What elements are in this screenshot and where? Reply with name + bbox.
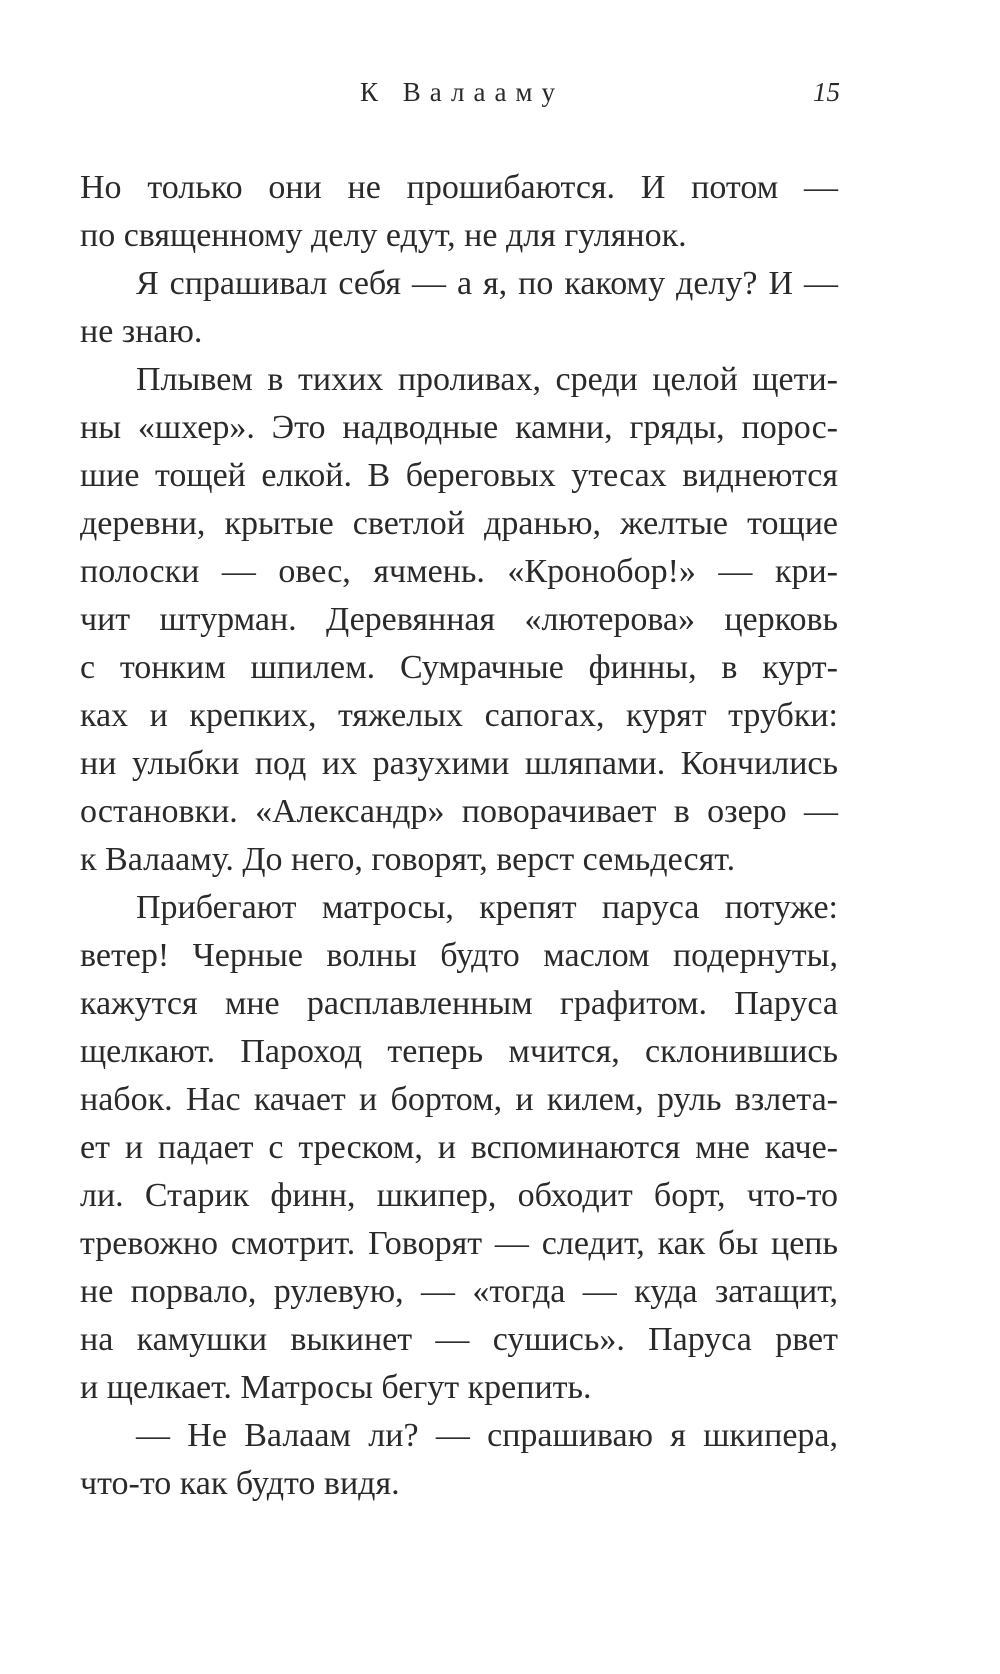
text-line: ет и падает с треском, и вспоминаются мне каче- — [80, 1129, 838, 1166]
text-line: полоски — овес, ячмень. «Кронобор!» — кри- — [80, 553, 838, 590]
text-line: шие тощей елкой. В береговых утесах виднеются — [80, 457, 838, 494]
text-line: с тонким шпилем. Сумрачные финны, в курт- — [80, 649, 838, 686]
body-text — [80, 164, 838, 1508]
text-line: и щелкает. Матросы бегут крепить. — [80, 1369, 592, 1406]
text-line: на камушки выкинет — сушись». Паруса рвет — [80, 1321, 838, 1358]
text-line: Но только они не прошибаются. И потом — — [80, 169, 838, 206]
text-line: ны «шхер». Это надводные камни, гряды, порос- — [80, 409, 838, 446]
text-line: не порвало, рулевую, — «тогда — куда затащит, — [80, 1273, 838, 1310]
text-line: кажутся мне расплавленным графитом. Паруса — [80, 985, 838, 1022]
text-line: Плывем в тихих проливах, среди целой щети- — [136, 361, 838, 398]
text-line: ветер! Черные волны будто маслом подернуты, — [80, 937, 838, 974]
text-line: щелкают. Пароход теперь мчится, склонившись — [80, 1033, 838, 1070]
running-head — [0, 72, 1000, 112]
text-line: к Валааму. До него, говорят, верст семьдесят. — [80, 841, 736, 878]
text-line: — Не Валаам ли? — спрашиваю я шкипера, — [136, 1417, 838, 1454]
text-line: ли. Старик финн, шкипер, обходит борт, что-то — [80, 1177, 838, 1214]
text-line: деревни, крытые светлой дранью, желтые тощие — [80, 505, 838, 542]
text-line: что-то как будто видя. — [80, 1465, 400, 1502]
text-line: Я спрашивал себя — а я, по какому делу? И — — [136, 265, 838, 302]
text-line: тревожно смотрит. Говорят — следит, как бы цепь — [80, 1225, 838, 1262]
text-line: ни улыбки под их разухими шляпами. Кончились — [80, 745, 838, 782]
text-line: по священному делу едут, не для гулянок. — [80, 217, 687, 254]
text-line: ках и крепких, тяжелых сапогах, курят трубки: — [80, 697, 838, 734]
text-line: Прибегают матросы, крепят паруса потуже: — [136, 889, 838, 926]
running-title: К Валааму — [360, 77, 565, 107]
page-number: 15 — [813, 77, 840, 107]
text-line: набок. Нас качает и бортом, и килем, руль взлета- — [80, 1081, 838, 1118]
text-line: остановки. «Александр» поворачивает в озеро — — [80, 793, 838, 830]
text-line: не знаю. — [80, 313, 203, 350]
text-line: чит штурман. Деревянная «лютерова» церковь — [80, 601, 838, 638]
